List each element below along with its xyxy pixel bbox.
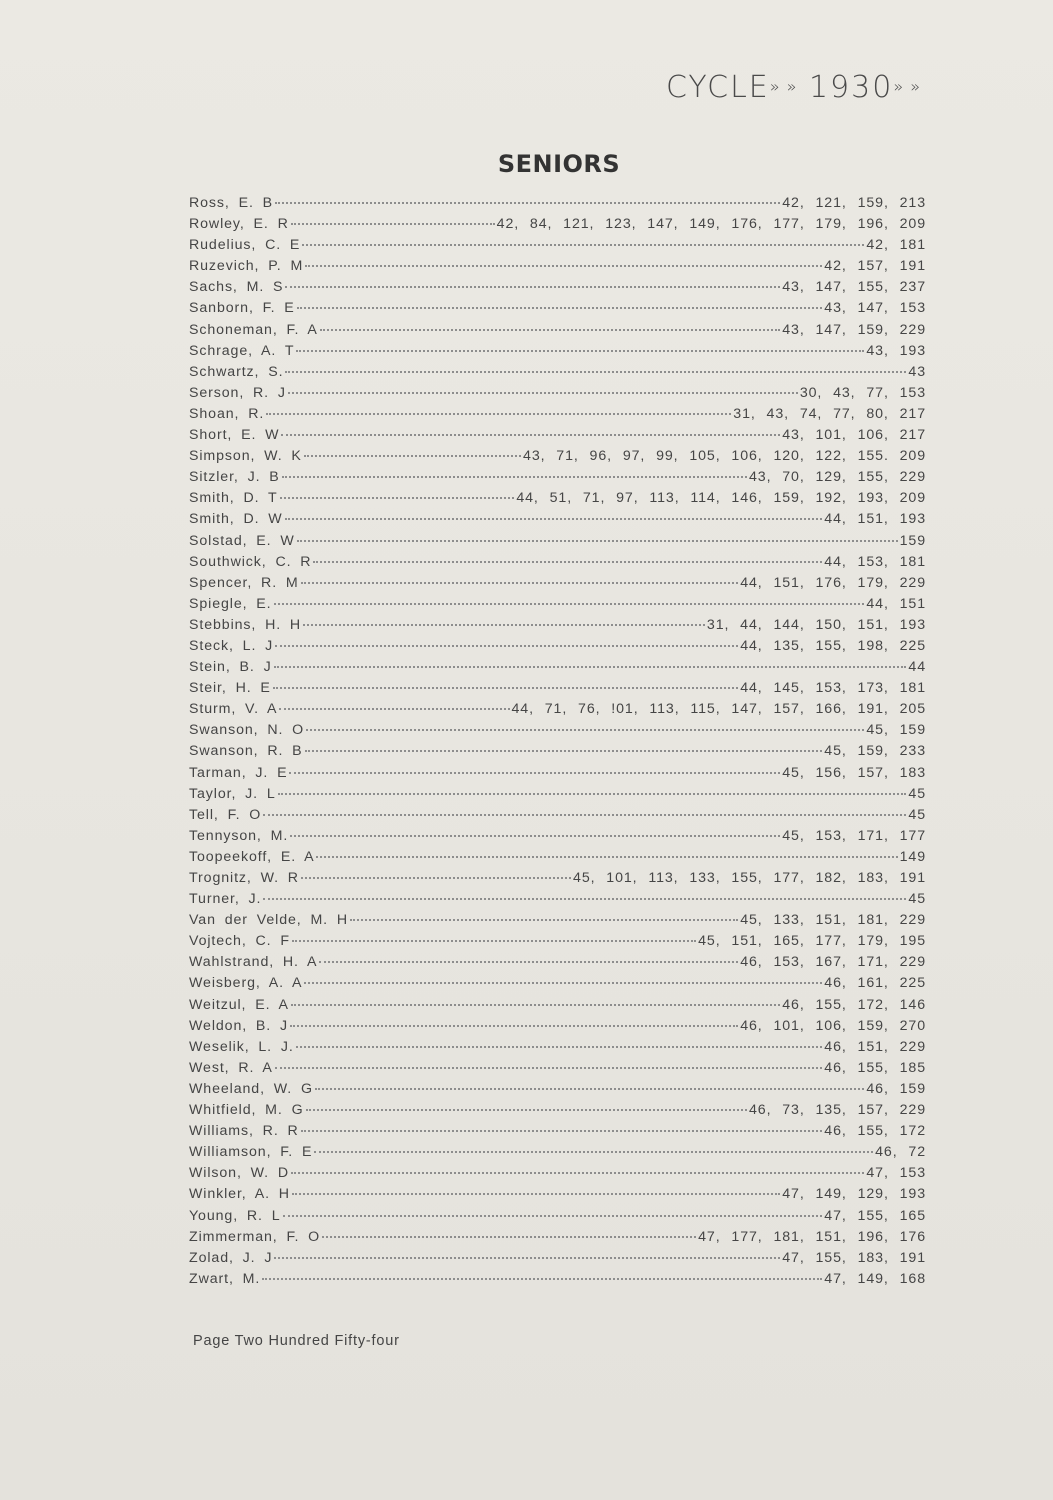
index-entry [189, 573, 926, 594]
entry-name: Weisberg, A. A [189, 975, 303, 992]
entry-name: Steck, L. J [189, 637, 274, 654]
entry-name: Zolad, J. J [189, 1249, 273, 1266]
index-entry [189, 1206, 926, 1227]
entry-pages: 149 [899, 848, 926, 865]
index-entry [189, 446, 926, 467]
entry-name: Young, R. L [189, 1207, 281, 1224]
index-entry [189, 889, 926, 910]
index-entry [189, 1269, 926, 1290]
entry-name: Sachs, M. S [189, 279, 284, 296]
entry-pages: 45, 153, 171, 177 [782, 827, 926, 844]
index-entry [189, 720, 926, 741]
entry-pages: 46, 155, 185 [824, 1059, 926, 1076]
index-entry [189, 235, 926, 256]
entry-pages: 45 [908, 785, 926, 802]
dot-leader [305, 265, 822, 267]
index-entry [189, 826, 926, 847]
index-entry [189, 425, 926, 446]
section-title: SENIORS [497, 150, 621, 178]
index-entry [189, 784, 926, 805]
entry-name: Whitfield, M. G [189, 1102, 304, 1119]
entry-name: Smith, D. W [189, 511, 283, 528]
entry-pages: 31, 44, 144, 150, 151, 193 [706, 616, 926, 633]
entry-pages: 47, 177, 181, 151, 196, 176 [698, 1228, 926, 1245]
entry-pages: 46, 153, 167, 171, 229 [740, 954, 926, 971]
dot-leader [274, 603, 865, 605]
dot-leader [297, 540, 898, 542]
entry-pages: 47, 149, 129, 193 [782, 1186, 926, 1203]
dot-leader [296, 1046, 823, 1048]
entry-pages: 44, 151, 193 [824, 511, 926, 528]
entry-name: Tennyson, M. [189, 827, 289, 844]
entry-pages: 43, 71, 96, 97, 99, 105, 106, 120, 122, 155. 209 [523, 448, 926, 465]
entry-pages: 45, 151, 165, 177, 179, 195 [698, 933, 926, 950]
entry-name: Spiegle, E. [189, 595, 272, 612]
entry-name: Tarman, J. E [189, 764, 288, 781]
dot-leader [296, 350, 864, 352]
dot-leader [297, 307, 823, 309]
entry-pages: 45 [908, 891, 926, 908]
entry-name: Weldon, B. J [189, 1017, 288, 1034]
dot-leader [306, 729, 864, 731]
dot-leader [275, 1067, 823, 1069]
entry-name: Zimmerman, F. O [189, 1228, 321, 1245]
index-entry [189, 931, 926, 952]
entry-name: Southwick, C. R [189, 553, 312, 570]
entry-name: Sanborn, F. E [189, 300, 295, 317]
entry-name: Wahlstrand, H. A [189, 954, 318, 971]
entry-name: Ruzevich, P. M [189, 258, 304, 275]
entry-pages: 47, 155, 165 [824, 1207, 926, 1224]
entry-name: Sturm, V. A [189, 701, 278, 718]
entry-name: Winkler, A. H [189, 1186, 290, 1203]
index-entry [189, 214, 926, 235]
index-entry [189, 193, 926, 214]
entry-name: Swanson, N. O [189, 722, 305, 739]
dot-leader [303, 624, 705, 626]
entry-name: Stein, B. J [189, 659, 272, 676]
dot-leader [263, 814, 906, 816]
index-entry [189, 1248, 926, 1269]
entry-name: Vojtech, C. F [189, 933, 290, 950]
entry-name: Turner, J. [189, 891, 262, 908]
dot-leader [280, 497, 515, 499]
index-entry [189, 763, 926, 784]
index-entry [189, 467, 926, 488]
entry-name: Wheeland, W. G [189, 1080, 313, 1097]
entry-pages: 44, 151, 176, 179, 229 [740, 574, 926, 591]
running-head-year: 1930 [808, 70, 894, 105]
entry-name: Solstad, E. W [189, 532, 295, 549]
entry-pages: 44, 71, 76, !01, 113, 115, 147, 157, 166, 191, 205 [511, 701, 926, 718]
index-entry [189, 952, 926, 973]
entry-pages: 45, 159 [866, 722, 926, 739]
dot-leader [278, 793, 907, 795]
entry-name: Toopeekoff, E. A [189, 848, 315, 865]
running-head [666, 70, 921, 105]
entry-name: Weselik, L. J. [189, 1038, 294, 1055]
index-entry [189, 805, 926, 826]
entry-pages: 45, 133, 151, 181, 229 [740, 912, 926, 929]
entry-name: Simpson, W. K [189, 448, 302, 465]
dot-leader [290, 1025, 738, 1027]
index-entry [189, 509, 926, 530]
running-head-ornament-trailing: » » [893, 77, 921, 96]
dot-leader [313, 561, 822, 563]
entry-pages: 45, 156, 157, 183 [782, 764, 926, 781]
entry-name: Steir, H. E [189, 680, 271, 697]
entry-pages: 46, 155, 172, 146 [782, 996, 926, 1013]
dot-leader [314, 1151, 873, 1153]
index-entry [189, 910, 926, 931]
entry-name: Zwart, M. [189, 1270, 261, 1287]
entry-name: Schoneman, F. A [189, 321, 318, 338]
dot-leader [315, 1088, 864, 1090]
entry-name: Van der Velde, M. H [189, 912, 349, 929]
dot-leader [285, 371, 906, 373]
entry-name: Trognitz, W. R [189, 870, 299, 886]
dot-leader [301, 582, 739, 584]
dot-leader [306, 1109, 747, 1111]
entry-pages: 46, 161, 225 [824, 975, 926, 992]
entry-pages: 42, 121, 159, 213 [782, 195, 926, 211]
entry-name: Swanson, R. B [189, 743, 303, 760]
index-entry [189, 1121, 926, 1142]
entry-pages: 31, 43, 74, 77, 80, 217 [733, 405, 926, 422]
index-entry [189, 341, 926, 362]
dot-leader [290, 835, 780, 837]
entry-name: Serson, R. J [189, 384, 286, 401]
dot-leader [281, 434, 780, 436]
entry-pages: 44, 135, 155, 198, 225 [740, 637, 926, 654]
senior-index-list [189, 193, 926, 1290]
dot-leader [305, 750, 823, 752]
entry-pages: 44, 145, 153, 173, 181 [740, 680, 926, 697]
dot-leader [292, 1193, 780, 1195]
index-entry [189, 277, 926, 298]
dot-leader [279, 708, 509, 710]
dot-leader [319, 961, 738, 963]
index-entry [189, 488, 926, 509]
entry-pages: 30, 43, 77, 153 [799, 384, 926, 401]
index-entry [189, 362, 926, 383]
entry-pages: 46, 72 [875, 1144, 926, 1161]
entry-pages: 46, 159 [866, 1080, 926, 1097]
entry-pages: 43, 147, 155, 237 [782, 279, 926, 296]
dot-leader [301, 877, 571, 879]
entry-pages: 43, 147, 153 [824, 300, 926, 317]
index-entry [189, 741, 926, 762]
entry-name: Tell, F. O [189, 806, 262, 823]
entry-name: Shoan, R. [189, 405, 265, 422]
entry-name: Rudelius, C. E [189, 237, 301, 254]
index-entry [189, 1100, 926, 1121]
index-entry [189, 1079, 926, 1100]
entry-name: Weitzul, E. A [189, 996, 289, 1013]
dot-leader [350, 919, 738, 921]
entry-name: Short, E. W [189, 427, 280, 444]
entry-name: Sitzler, J. B [189, 469, 280, 486]
index-entry [189, 1058, 926, 1079]
entry-name: Ross, E. B [189, 195, 274, 211]
dot-leader [273, 687, 738, 689]
entry-pages: 43 [908, 363, 926, 380]
index-entry [189, 404, 926, 425]
dot-leader [262, 1278, 822, 1280]
index-entry [189, 298, 926, 319]
dot-leader [285, 518, 823, 520]
dot-leader [304, 982, 822, 984]
index-entry [189, 995, 926, 1016]
index-entry [189, 552, 926, 573]
entry-pages: 46, 101, 106, 159, 270 [740, 1017, 926, 1034]
index-entry [189, 615, 926, 636]
dot-leader [316, 856, 897, 858]
index-entry [189, 1227, 926, 1248]
entry-pages: 45, 101, 113, 133, 155, 177, 182, 183, 191 [573, 870, 926, 886]
index-entry [189, 678, 926, 699]
dot-leader [285, 286, 780, 288]
index-entry [189, 973, 926, 994]
dot-leader [301, 1130, 823, 1132]
dot-leader [304, 455, 521, 457]
index-entry [189, 1184, 926, 1205]
entry-name: Schrage, A. T [189, 342, 295, 359]
dot-leader [282, 476, 747, 478]
index-entry [189, 699, 926, 720]
dot-leader [292, 940, 696, 942]
entry-pages: 44, 151 [866, 595, 926, 612]
index-entry [189, 1016, 926, 1037]
dot-leader [275, 645, 738, 647]
entry-pages: 44 [908, 659, 926, 676]
entry-pages: 45 [908, 806, 926, 823]
entry-pages: 43, 147, 159, 229 [782, 321, 926, 338]
entry-pages: 43, 193 [866, 342, 926, 359]
index-entry [189, 657, 926, 678]
entry-pages: 44, 51, 71, 97, 113, 114, 146, 159, 192, 193, 209 [516, 490, 926, 507]
entry-pages: 45, 159, 233 [824, 743, 926, 760]
entry-pages: 42, 181 [866, 237, 926, 254]
dot-leader [275, 202, 780, 204]
entry-pages: 47, 149, 168 [824, 1270, 926, 1287]
entry-name: Schwartz, S. [189, 363, 284, 380]
index-entry [189, 383, 926, 404]
index-entry [189, 1163, 926, 1184]
dot-leader [291, 1172, 864, 1174]
index-entry [189, 1037, 926, 1058]
dot-leader [266, 413, 731, 415]
dot-leader [291, 1004, 780, 1006]
entry-name: Smith, D. T [189, 490, 278, 507]
index-entry [189, 320, 926, 341]
entry-name: West, R. A [189, 1059, 273, 1076]
page-folio: Page Two Hundred Fifty-four [193, 1333, 400, 1349]
entry-pages: 42, 84, 121, 123, 147, 149, 176, 177, 179, 196, 209 [496, 216, 926, 233]
dot-leader [322, 1236, 696, 1238]
index-entry [189, 531, 926, 552]
entry-pages: 43, 70, 129, 155, 229 [748, 469, 926, 486]
dot-leader [263, 898, 906, 900]
entry-pages: 44, 153, 181 [824, 553, 926, 570]
dot-leader [289, 772, 780, 774]
dot-leader [288, 392, 798, 394]
index-entry [189, 847, 926, 868]
dot-leader [274, 666, 907, 668]
entry-pages: 46, 151, 229 [824, 1038, 926, 1055]
index-entry [189, 594, 926, 615]
entry-pages: 47, 155, 183, 191 [782, 1249, 926, 1266]
entry-pages: 47, 153 [866, 1165, 926, 1182]
index-entry [189, 868, 926, 889]
entry-pages: 46, 155, 172 [824, 1123, 926, 1140]
index-entry [189, 636, 926, 657]
entry-name: Wilson, W. D [189, 1165, 289, 1182]
running-head-title: CYCLE [666, 70, 770, 105]
dot-leader [274, 1257, 780, 1259]
dot-leader [302, 244, 864, 246]
entry-name: Stebbins, H. H [189, 616, 302, 633]
index-entry [189, 1142, 926, 1163]
index-entry [189, 256, 926, 277]
entry-name: Williams, R. R [189, 1123, 299, 1140]
entry-name: Williamson, F. E [189, 1144, 313, 1161]
entry-name: Rowley, E. R [189, 216, 289, 233]
entry-pages: 159 [899, 532, 926, 549]
dot-leader [283, 1215, 823, 1217]
entry-pages: 42, 157, 191 [824, 258, 926, 275]
entry-name: Spencer, R. M [189, 574, 299, 591]
entry-pages: 46, 73, 135, 157, 229 [748, 1102, 926, 1119]
dot-leader [291, 223, 495, 225]
running-head-ornament: » » [769, 77, 798, 96]
dot-leader [320, 329, 780, 331]
entry-pages: 43, 101, 106, 217 [782, 427, 926, 444]
entry-name: Taylor, J. L [189, 785, 276, 802]
